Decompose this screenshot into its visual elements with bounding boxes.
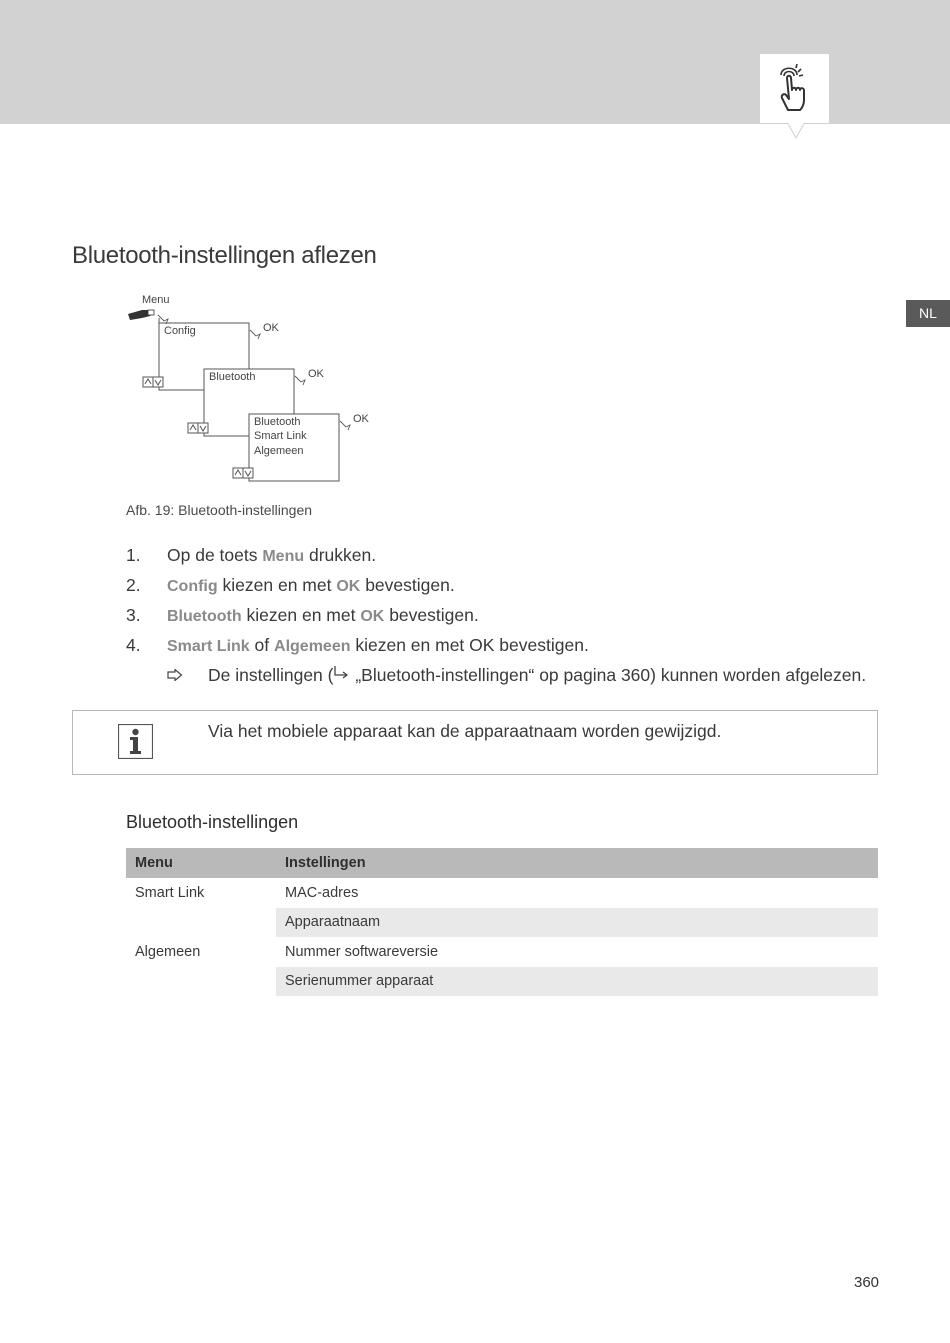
key-name: Bluetooth xyxy=(167,608,242,625)
result-link-text[interactable]: „Bluetooth-instellingen“ op pagina 360) kunnen worden afgelezen. xyxy=(350,665,867,685)
result-text: De instellingen ( xyxy=(208,665,334,685)
settings-table xyxy=(126,848,878,996)
diagram-lines xyxy=(120,290,380,490)
column-header: Menu xyxy=(126,848,276,878)
table-cell: MAC-adres xyxy=(285,884,359,901)
step-item xyxy=(126,605,866,635)
step-text: kiezen en met OK bevestigen. xyxy=(350,635,589,655)
step-number: 1. xyxy=(126,545,141,565)
instruction-steps xyxy=(126,545,866,695)
step-text: bevestigen. xyxy=(360,575,455,595)
touch-hand-icon xyxy=(774,64,816,112)
key-name: Smart Link xyxy=(167,638,250,655)
menu-navigation-diagram xyxy=(120,290,380,495)
table-cell: Algemeen xyxy=(135,943,201,960)
link-reference-icon[interactable] xyxy=(333,665,350,685)
step-result xyxy=(126,665,866,695)
step-text: of xyxy=(249,635,275,655)
info-icon xyxy=(118,724,153,759)
table-cell xyxy=(126,908,276,938)
info-note xyxy=(72,710,878,775)
table-cell xyxy=(126,967,276,997)
diagram-submenu-line: Smart Link xyxy=(254,430,307,442)
step-number: 3. xyxy=(126,605,141,625)
step-item xyxy=(126,575,866,605)
key-name: OK xyxy=(360,608,385,625)
diagram-ok-label: OK xyxy=(263,322,279,334)
step-text: kiezen en met xyxy=(217,575,337,595)
column-header: Instellingen xyxy=(276,848,878,878)
table-cell: Serienummer apparaat xyxy=(276,967,878,997)
note-text: Via het mobiele apparaat kan de apparaatnaam worden gewijzigd. xyxy=(208,721,722,741)
diagram-ok-label: OK xyxy=(353,413,369,425)
figure-caption: Afb. 19: Bluetooth-instellingen xyxy=(126,502,313,518)
step-item xyxy=(126,635,866,665)
tab-pointer xyxy=(787,122,805,140)
language-tab[interactable]: NL xyxy=(906,300,950,327)
table-cell: Nummer softwareversie xyxy=(285,943,439,960)
table-row xyxy=(126,967,878,997)
table-row xyxy=(126,937,878,967)
diagram-bluetooth-label: Bluetooth xyxy=(209,371,256,383)
step-number: 4. xyxy=(126,635,141,655)
table-cell: Smart Link xyxy=(135,884,205,901)
step-text: kiezen en met xyxy=(241,605,361,625)
step-item xyxy=(126,545,866,575)
key-name: Menu xyxy=(262,548,305,565)
page-title: Bluetooth-instellingen aflezen xyxy=(72,242,377,269)
step-text: bevestigen. xyxy=(384,605,479,625)
chapter-tab xyxy=(760,54,829,123)
key-name: OK xyxy=(336,578,361,595)
diagram-menu-label: Menu xyxy=(142,294,170,306)
step-text: drukken. xyxy=(304,545,377,565)
section-title: Bluetooth-instellingen xyxy=(126,812,299,832)
diagram-config-label: Config xyxy=(164,325,196,337)
step-text: Op de toets xyxy=(167,545,263,565)
table-header-row xyxy=(126,848,878,878)
step-number: 2. xyxy=(126,575,141,595)
key-name: Config xyxy=(167,578,218,595)
key-name: Algemeen xyxy=(274,638,351,655)
table-row xyxy=(126,908,878,938)
result-arrow-icon xyxy=(167,665,208,686)
diagram-submenu-line: Algemeen xyxy=(254,445,304,457)
page-number: 360 xyxy=(854,1274,880,1291)
diagram-submenu-line: Bluetooth xyxy=(254,416,301,428)
menu-hand-icon xyxy=(128,310,154,320)
table-cell: Apparaatnaam xyxy=(276,908,878,938)
diagram-ok-label: OK xyxy=(308,368,324,380)
table-row xyxy=(126,878,878,908)
